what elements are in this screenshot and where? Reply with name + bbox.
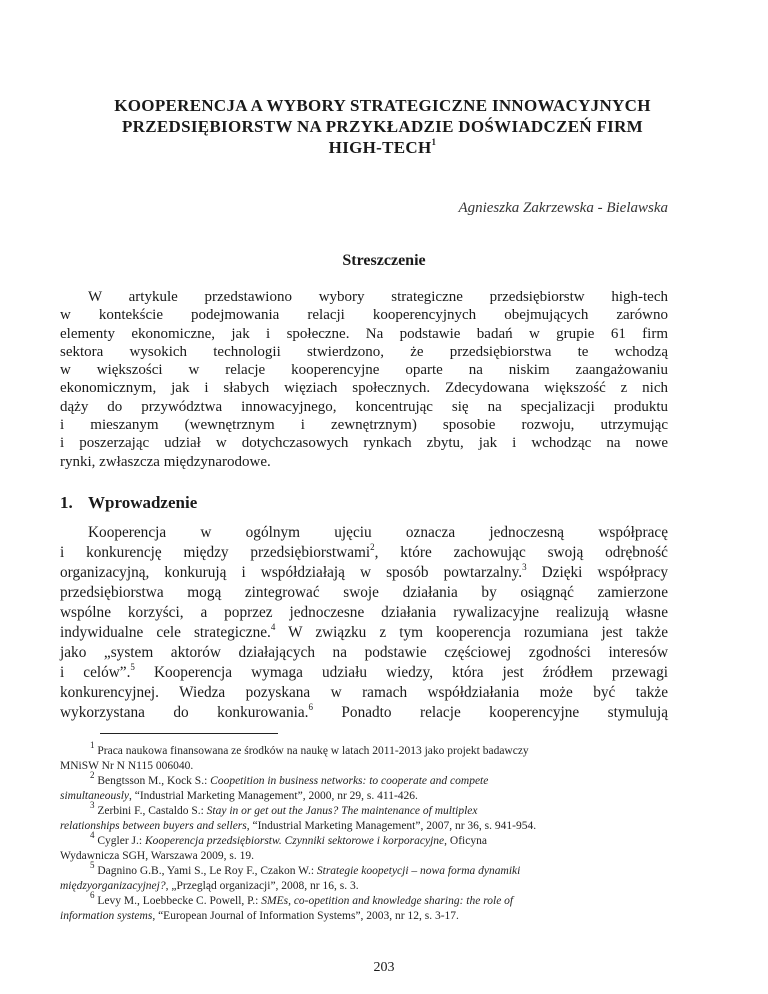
body-line: jako „system aktorów działających na podstawie częściowej zgodności interesów: [60, 644, 668, 661]
abstract-heading: Streszczenie: [342, 252, 426, 269]
footnote-text: Zerbini F., Castaldo S.:: [97, 805, 207, 817]
footnote-2: [60, 770, 668, 789]
footnote-number: 4: [90, 830, 95, 841]
footnote-citation-title: Strategie koopetycji – nowa forma dynamiki: [316, 865, 521, 877]
body-text-run: Dzięki współpracy: [526, 564, 668, 581]
body-text-run: i konkurencję między przedsiębiorstwami: [60, 544, 371, 561]
footnote-text: , “Industrial Marketing Management”, 2007, nr 36, s. 941-954.: [246, 820, 537, 832]
body-line: przedsiębiorstwa mogą zintegrować swoje działania by osiągnąć zamierzone: [60, 584, 668, 601]
footnote-mark[interactable]: 6: [308, 701, 313, 712]
footnote-mark[interactable]: 3: [522, 561, 527, 572]
footnote-citation-title: międzyorganizacyjnej?: [60, 880, 166, 892]
footnote-citation-title: SMEs, co-opetition and knowledge sharing: the role of: [261, 895, 514, 907]
footnote-text: , “Industrial Marketing Management”, 2000, nr 29, s. 411-426.: [129, 790, 418, 802]
body-text: [60, 523, 668, 723]
author-name: Agnieszka Zakrzewska - Bielawska: [458, 200, 668, 216]
abstract-line: elementy ekonomiczne, jak i społeczne. Na podstawie badań w grupie 61 firm: [60, 325, 668, 342]
body-line: [60, 623, 668, 643]
title-line-1: KOOPERENCJA A WYBORY STRATEGICZNE INNOWACYJNYCH: [114, 96, 651, 115]
footnote-text: Levy M., Loebbecke C. Powell, P.:: [97, 895, 262, 907]
footnote-citation-title: Kooperencja przedsiębiorstw. Czynniki sektorowe i korporacyjne: [144, 835, 445, 847]
footnote-2-cont: [60, 789, 668, 804]
body-line: [60, 543, 668, 563]
footnote-number: 5: [90, 860, 95, 871]
footnote-divider: [100, 733, 278, 734]
abstract-text: [60, 288, 668, 471]
abstract-line: i mieszanym (wewnętrznym i zewnętrznym) sposobie rozwoju, utrzymując: [60, 417, 668, 434]
footnote-citation-title: Coopetition in business networks: to cooperate and compete: [210, 775, 489, 787]
abstract-line: ekonomicznym, jak i słabych więziach społecznych. Zdecydowana większość z nich: [60, 380, 668, 397]
abstract-line: w większości w relacje kooperencyjne oparte na niskim zaangażowaniu: [60, 362, 668, 379]
footnote-text: , Oficyna: [444, 835, 487, 847]
footnote-number: 2: [90, 770, 95, 781]
body-text-run: organizacyjną, konkurują i współdziałają w sposób powtarzalny.: [60, 564, 523, 581]
footnote-citation-title: relationships between buyers and sellers: [60, 820, 247, 832]
section-heading: [60, 493, 197, 513]
body-line: wspólne korzyści, a poprzez jednoczesne działania rywalizacyjne realizują własne: [60, 604, 668, 621]
abstract-line: i poszerzając udział w dotychczasowych rynkach zbytu, jak i wchodząc na nowe: [60, 435, 668, 452]
footnote-mark[interactable]: 2: [370, 541, 375, 552]
title-line-3: [60, 137, 705, 158]
footnote-3-cont: [60, 819, 668, 834]
footnote-citation-title: simultaneously: [60, 790, 129, 802]
abstract-line: dąży do przywództwa innowacyjnego, koncentrując się na specjalizacji produktu: [60, 398, 668, 415]
section-number: 1.: [60, 493, 73, 512]
footnote-number: 1: [90, 740, 95, 751]
section-title: Wprowadzenie: [88, 493, 198, 512]
footnotes: [60, 740, 668, 924]
body-line: Kooperencja w ogólnym ujęciu oznacza jednoczesną współpracę: [88, 524, 668, 541]
page-number: 203: [373, 960, 395, 975]
title-line-3-text: HIGH-TECH: [328, 138, 432, 157]
title-line-2: PRZEDSIĘBIORSTW NA PRZYKŁADZIE DOŚWIADCZEŃ FIRM: [121, 117, 644, 136]
footnote-1: [60, 740, 668, 759]
footnote-text: Bengtsson M., Kock S.:: [97, 775, 211, 787]
footnote-number: 3: [90, 800, 95, 811]
footnote-text: , “European Journal of Information Systems”, 2003, nr 12, s. 3-17.: [152, 910, 459, 922]
abstract-line: W artykule przedstawiono wybory strategiczne przedsiębiorstw high-tech: [88, 289, 668, 305]
body-text-run: W związku z tym kooperencja rozumiana jest także: [275, 624, 668, 641]
footnote-mark[interactable]: 5: [130, 661, 135, 672]
body-text-run: indywidualne cele strategiczne.: [60, 624, 271, 641]
body-text-run: wykorzystana do konkurowania.: [60, 704, 309, 721]
abstract-line: rynki, zwłaszcza międzynarodowe.: [60, 453, 271, 470]
title-footnote-mark[interactable]: 1: [431, 137, 437, 148]
footnote-6-cont: [60, 909, 668, 924]
footnote-4: [60, 830, 668, 849]
footnote-text: Praca naukowa finansowana ze środków na naukę w latach 2011-2013 jako projekt badawczy: [97, 745, 529, 757]
abstract-line: w kontekście podejmowania relacji kooperencyjnych obejmujących zarówno: [60, 307, 668, 324]
footnote-1-cont: MNiSW Nr N N115 006040.: [60, 760, 194, 772]
body-text-run: i celów”.: [60, 664, 131, 681]
footnote-number: 6: [90, 890, 95, 901]
body-text-run: Kooperencja wymaga udziału wiedzy, która jest źródłem przewagi: [134, 664, 668, 681]
footnote-5: [60, 860, 668, 879]
footnote-4-cont: Wydawnicza SGH, Warszawa 2009, s. 19.: [60, 850, 254, 862]
body-line: [60, 563, 668, 583]
paper-title: [60, 95, 705, 158]
body-line: [60, 663, 668, 683]
body-line: [60, 703, 668, 723]
footnote-5-cont: [60, 879, 668, 894]
body-text-run: Ponadto relacje kooperencyjne stymulują: [312, 704, 668, 721]
footnote-3: [60, 800, 668, 819]
footnote-text: , „Przegląd organizacji”, 2008, nr 16, s. 3.: [165, 880, 359, 892]
footnote-mark[interactable]: 4: [270, 621, 276, 632]
footnote-citation-title: Stay in or get out the Janus? The maintenance of multiplex: [206, 805, 478, 817]
body-text-run: , które zachowując swoją odrębność: [374, 544, 668, 561]
body-line: konkurencyjnej. Wiedza pozyskana w ramach współdziałania może być także: [60, 684, 668, 701]
footnote-text: Cygler J.:: [97, 835, 145, 847]
footnote-citation-title: information systems: [60, 910, 153, 922]
footnote-text: Dagnino G.B., Yami S., Le Roy F., Czakon W.:: [97, 865, 317, 877]
abstract-line: sektora wysokich technologii stwierdzono, że przedsiębiorstwa te wchodzą: [60, 343, 668, 360]
footnote-6: [60, 890, 668, 909]
